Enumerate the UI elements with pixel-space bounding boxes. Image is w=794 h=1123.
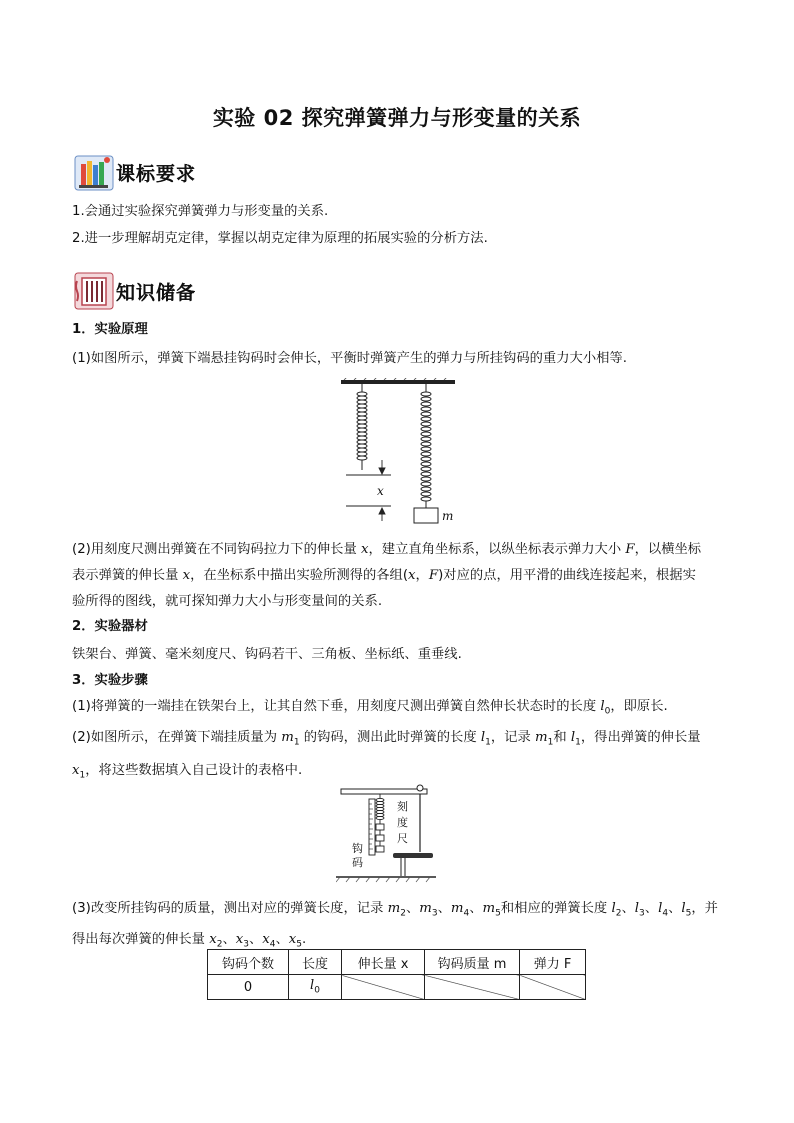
spring-figure (336, 378, 461, 528)
step-2: (2)如图所示，在弹簧下端挂质量为 $m_1$ 的钩码，测出此时弹簧的长度 $l_1$，记录 $m_1$和 $l_1$，得出弹簧的伸长量 $x_1$，将这些数据填入自己设计的表格中. (72, 730, 701, 781)
spring-unloaded (357, 384, 367, 470)
table-header-row (208, 950, 586, 975)
cell-count: 0 (208, 975, 289, 1000)
apparatus-figure (336, 782, 436, 886)
step-3: (3)改变所挂钩码的质量，测出对应的弹簧长度，记录 $m_2$、$m_3$、$m_4$、$m_5$和相应的弹簧长度 $l_2$、$l_3$、$l_4$、$l_5$，并 得出每次弹簧的伸长量 $x_2$、$x_3$、$x_4$、$x_5$. (72, 901, 718, 950)
section-label-knowledge: 知识储备 (116, 281, 197, 304)
ruler-label-3: 尺 (397, 832, 408, 845)
section-header-standards (74, 152, 196, 192)
spring-loaded (421, 384, 431, 508)
ruler-label-2: 度 (397, 816, 408, 829)
cell-force-empty (520, 975, 586, 1000)
extension-marker (346, 460, 391, 521)
data-table (207, 949, 586, 1000)
hook-weights (376, 824, 384, 852)
principle-paragraph-1: (1)如图所示，弹簧下端悬挂钩码时会伸长，平衡时弹簧产生的弹力与所挂钩码的重力大小相等. (72, 351, 627, 366)
section-header-knowledge (74, 271, 196, 311)
standards-item-2: 2.进一步理解胡克定律，掌握以胡克定律为原理的拓展实验的分析方法. (72, 231, 488, 246)
principle-heading: 1．实验原理 (72, 322, 148, 337)
spring (376, 794, 384, 824)
cell-mass-empty (425, 975, 520, 1000)
cell-extension-empty (342, 975, 425, 1000)
ruler (369, 799, 375, 855)
stand-base-plate (393, 853, 433, 858)
section-label-standards: 课标要求 (116, 162, 197, 185)
notebook-icon (74, 271, 114, 311)
steps-heading: 3．实验步骤 (72, 673, 148, 688)
hanging-mass (414, 508, 438, 523)
equipment-heading: 2．实验器材 (72, 619, 148, 634)
header-length: 长度 (289, 950, 342, 975)
header-force: 弹力 F (520, 950, 586, 975)
label-m: m (442, 509, 454, 523)
principle-paragraph-2: (2)用刻度尺测出弹簧在不同钩码拉力下的伸长量 x，建立直角坐标系，以纵坐标表示弹力大小 F，以横坐标 表示弹簧的伸长量 x，在坐标系中描出实验所测得的各组(x，F)对应的点，用平滑的曲线连接起来，根据实 验所得的图线，就可探知弹力大小与形变量间的关系. (72, 542, 702, 609)
cell-length: $l_0$ (289, 975, 342, 1000)
table-row (208, 975, 586, 1000)
header-mass: 钩码质量 m (425, 950, 520, 975)
ruler-label-1: 刻 (397, 800, 408, 813)
header-extension: 伸长量 x (342, 950, 425, 975)
standards-item-1: 1.会通过实验探究弹簧弹力与形变量的关系. (72, 204, 329, 219)
step-1: (1)将弹簧的一端挂在铁架台上，让其自然下垂，用刻度尺测出弹簧自然伸长状态时的长度 $l_0$，即原长. (72, 699, 668, 717)
books-icon (74, 152, 114, 192)
page-title: 实验 02 探究弹簧弹力与形变量的关系 (212, 106, 582, 130)
equipment-text: 铁架台、弹簧、毫米刻度尺、钩码若干、三角板、坐标纸、重垂线. (72, 647, 462, 662)
weights-label-2: 码 (352, 856, 363, 869)
weights-label-1: 钩 (352, 842, 363, 855)
stand-arm (341, 789, 427, 794)
header-count: 钩码个数 (208, 950, 289, 975)
ceiling-bar (341, 378, 455, 384)
label-x: x (377, 484, 384, 498)
